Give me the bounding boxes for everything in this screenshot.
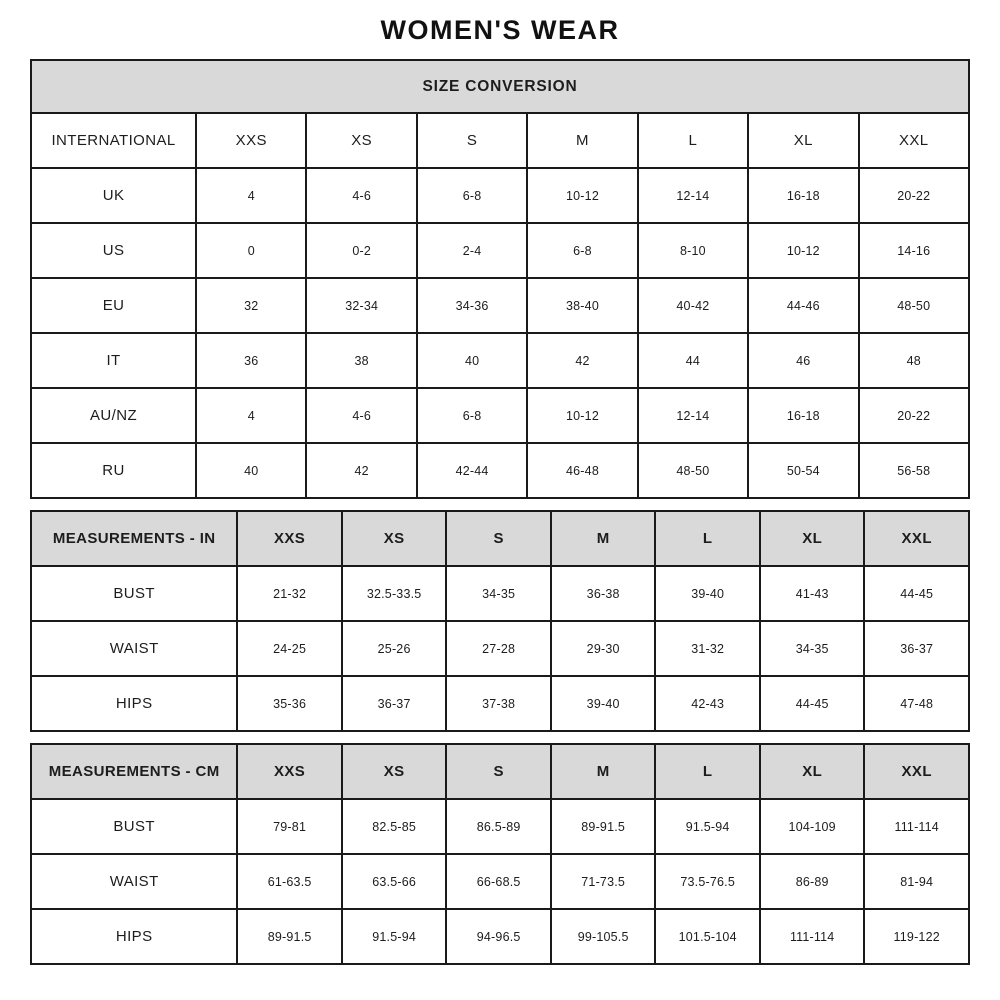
row-label-cell: BUST xyxy=(31,799,237,854)
value-cell: 44-45 xyxy=(760,676,865,731)
size-header-cell: M xyxy=(551,744,656,799)
size-conversion-table xyxy=(30,59,970,499)
value-cell: 89-91.5 xyxy=(237,909,342,964)
value-cell: 27-28 xyxy=(446,621,551,676)
table-title-cell: SIZE CONVERSION xyxy=(31,60,969,113)
measurements-in-table xyxy=(30,510,970,732)
table-row xyxy=(31,113,969,168)
column-header-cell: XXL xyxy=(859,113,969,168)
value-cell: 48 xyxy=(859,333,969,388)
size-header-cell: L xyxy=(655,511,760,566)
column-header-cell: L xyxy=(638,113,748,168)
value-cell: 16-18 xyxy=(748,168,858,223)
column-header-cell: XS xyxy=(306,113,416,168)
page-title: WOMEN'S WEAR xyxy=(380,15,620,45)
value-cell: 66-68.5 xyxy=(446,854,551,909)
value-cell: 40 xyxy=(196,443,306,498)
table-title-cell: MEASUREMENTS - CM xyxy=(31,744,237,799)
row-label-cell: US xyxy=(31,223,196,278)
table-row xyxy=(31,799,969,854)
value-cell: 44-46 xyxy=(748,278,858,333)
value-cell: 25-26 xyxy=(342,621,447,676)
value-cell: 6-8 xyxy=(417,168,527,223)
value-cell: 35-36 xyxy=(237,676,342,731)
value-cell: 34-36 xyxy=(417,278,527,333)
value-cell: 91.5-94 xyxy=(342,909,447,964)
value-cell: 0 xyxy=(196,223,306,278)
value-cell: 24-25 xyxy=(237,621,342,676)
table-row xyxy=(31,744,969,799)
table-row xyxy=(31,854,969,909)
value-cell: 63.5-66 xyxy=(342,854,447,909)
value-cell: 4 xyxy=(196,168,306,223)
table-row xyxy=(31,60,969,113)
row-label-cell: AU/NZ xyxy=(31,388,196,443)
value-cell: 20-22 xyxy=(859,388,969,443)
row-label-cell: INTERNATIONAL xyxy=(31,113,196,168)
value-cell: 32-34 xyxy=(306,278,416,333)
value-cell: 2-4 xyxy=(417,223,527,278)
value-cell: 34-35 xyxy=(760,621,865,676)
value-cell: 42-43 xyxy=(655,676,760,731)
table-row xyxy=(31,223,969,278)
row-label-cell: BUST xyxy=(31,566,237,621)
value-cell: 14-16 xyxy=(859,223,969,278)
table-row xyxy=(31,333,969,388)
table-row xyxy=(31,168,969,223)
size-header-cell: S xyxy=(446,744,551,799)
value-cell: 29-30 xyxy=(551,621,656,676)
value-cell: 111-114 xyxy=(760,909,865,964)
value-cell: 32 xyxy=(196,278,306,333)
value-cell: 101.5-104 xyxy=(655,909,760,964)
value-cell: 4 xyxy=(196,388,306,443)
value-cell: 21-32 xyxy=(237,566,342,621)
value-cell: 36-37 xyxy=(342,676,447,731)
value-cell: 31-32 xyxy=(655,621,760,676)
size-header-cell: XXL xyxy=(864,511,969,566)
size-header-cell: XL xyxy=(760,744,865,799)
value-cell: 6-8 xyxy=(527,223,637,278)
row-label-cell: UK xyxy=(31,168,196,223)
value-cell: 48-50 xyxy=(859,278,969,333)
row-label-cell: IT xyxy=(31,333,196,388)
value-cell: 10-12 xyxy=(527,388,637,443)
value-cell: 36-37 xyxy=(864,621,969,676)
measurements-cm-table xyxy=(30,743,970,965)
value-cell: 38 xyxy=(306,333,416,388)
value-cell: 42 xyxy=(527,333,637,388)
table-row xyxy=(31,388,969,443)
size-header-cell: XS xyxy=(342,511,447,566)
row-label-cell: RU xyxy=(31,443,196,498)
value-cell: 36 xyxy=(196,333,306,388)
value-cell: 40 xyxy=(417,333,527,388)
value-cell: 56-58 xyxy=(859,443,969,498)
value-cell: 16-18 xyxy=(748,388,858,443)
row-label-cell: WAIST xyxy=(31,621,237,676)
value-cell: 38-40 xyxy=(527,278,637,333)
column-header-cell: M xyxy=(527,113,637,168)
size-header-cell: XS xyxy=(342,744,447,799)
value-cell: 12-14 xyxy=(638,168,748,223)
value-cell: 36-38 xyxy=(551,566,656,621)
value-cell: 81-94 xyxy=(864,854,969,909)
value-cell: 6-8 xyxy=(417,388,527,443)
value-cell: 61-63.5 xyxy=(237,854,342,909)
value-cell: 42 xyxy=(306,443,416,498)
value-cell: 44-45 xyxy=(864,566,969,621)
size-header-cell: XL xyxy=(760,511,865,566)
value-cell: 86.5-89 xyxy=(446,799,551,854)
size-header-cell: XXS xyxy=(237,511,342,566)
value-cell: 4-6 xyxy=(306,168,416,223)
value-cell: 39-40 xyxy=(551,676,656,731)
value-cell: 10-12 xyxy=(748,223,858,278)
row-label-cell: WAIST xyxy=(31,854,237,909)
value-cell: 46-48 xyxy=(527,443,637,498)
size-header-cell: S xyxy=(446,511,551,566)
value-cell: 39-40 xyxy=(655,566,760,621)
row-label-cell: HIPS xyxy=(31,909,237,964)
value-cell: 82.5-85 xyxy=(342,799,447,854)
value-cell: 94-96.5 xyxy=(446,909,551,964)
table-row xyxy=(31,621,969,676)
value-cell: 48-50 xyxy=(638,443,748,498)
value-cell: 47-48 xyxy=(864,676,969,731)
value-cell: 73.5-76.5 xyxy=(655,854,760,909)
value-cell: 41-43 xyxy=(760,566,865,621)
value-cell: 46 xyxy=(748,333,858,388)
size-header-cell: XXL xyxy=(864,744,969,799)
value-cell: 99-105.5 xyxy=(551,909,656,964)
row-label-cell: EU xyxy=(31,278,196,333)
table-row xyxy=(31,443,969,498)
value-cell: 111-114 xyxy=(864,799,969,854)
value-cell: 50-54 xyxy=(748,443,858,498)
value-cell: 86-89 xyxy=(760,854,865,909)
size-header-cell: L xyxy=(655,744,760,799)
value-cell: 44 xyxy=(638,333,748,388)
value-cell: 79-81 xyxy=(237,799,342,854)
column-header-cell: XL xyxy=(748,113,858,168)
value-cell: 32.5-33.5 xyxy=(342,566,447,621)
column-header-cell: S xyxy=(417,113,527,168)
table-row xyxy=(31,676,969,731)
value-cell: 8-10 xyxy=(638,223,748,278)
value-cell: 0-2 xyxy=(306,223,416,278)
value-cell: 37-38 xyxy=(446,676,551,731)
table-row xyxy=(31,278,969,333)
row-label-cell: HIPS xyxy=(31,676,237,731)
size-header-cell: M xyxy=(551,511,656,566)
value-cell: 71-73.5 xyxy=(551,854,656,909)
value-cell: 104-109 xyxy=(760,799,865,854)
value-cell: 4-6 xyxy=(306,388,416,443)
table-row xyxy=(31,909,969,964)
value-cell: 42-44 xyxy=(417,443,527,498)
size-header-cell: XXS xyxy=(237,744,342,799)
value-cell: 40-42 xyxy=(638,278,748,333)
table-row xyxy=(31,511,969,566)
value-cell: 20-22 xyxy=(859,168,969,223)
column-header-cell: XXS xyxy=(196,113,306,168)
value-cell: 34-35 xyxy=(446,566,551,621)
value-cell: 89-91.5 xyxy=(551,799,656,854)
value-cell: 119-122 xyxy=(864,909,969,964)
value-cell: 12-14 xyxy=(638,388,748,443)
value-cell: 10-12 xyxy=(527,168,637,223)
value-cell: 91.5-94 xyxy=(655,799,760,854)
table-row xyxy=(31,566,969,621)
table-title-cell: MEASUREMENTS - IN xyxy=(31,511,237,566)
